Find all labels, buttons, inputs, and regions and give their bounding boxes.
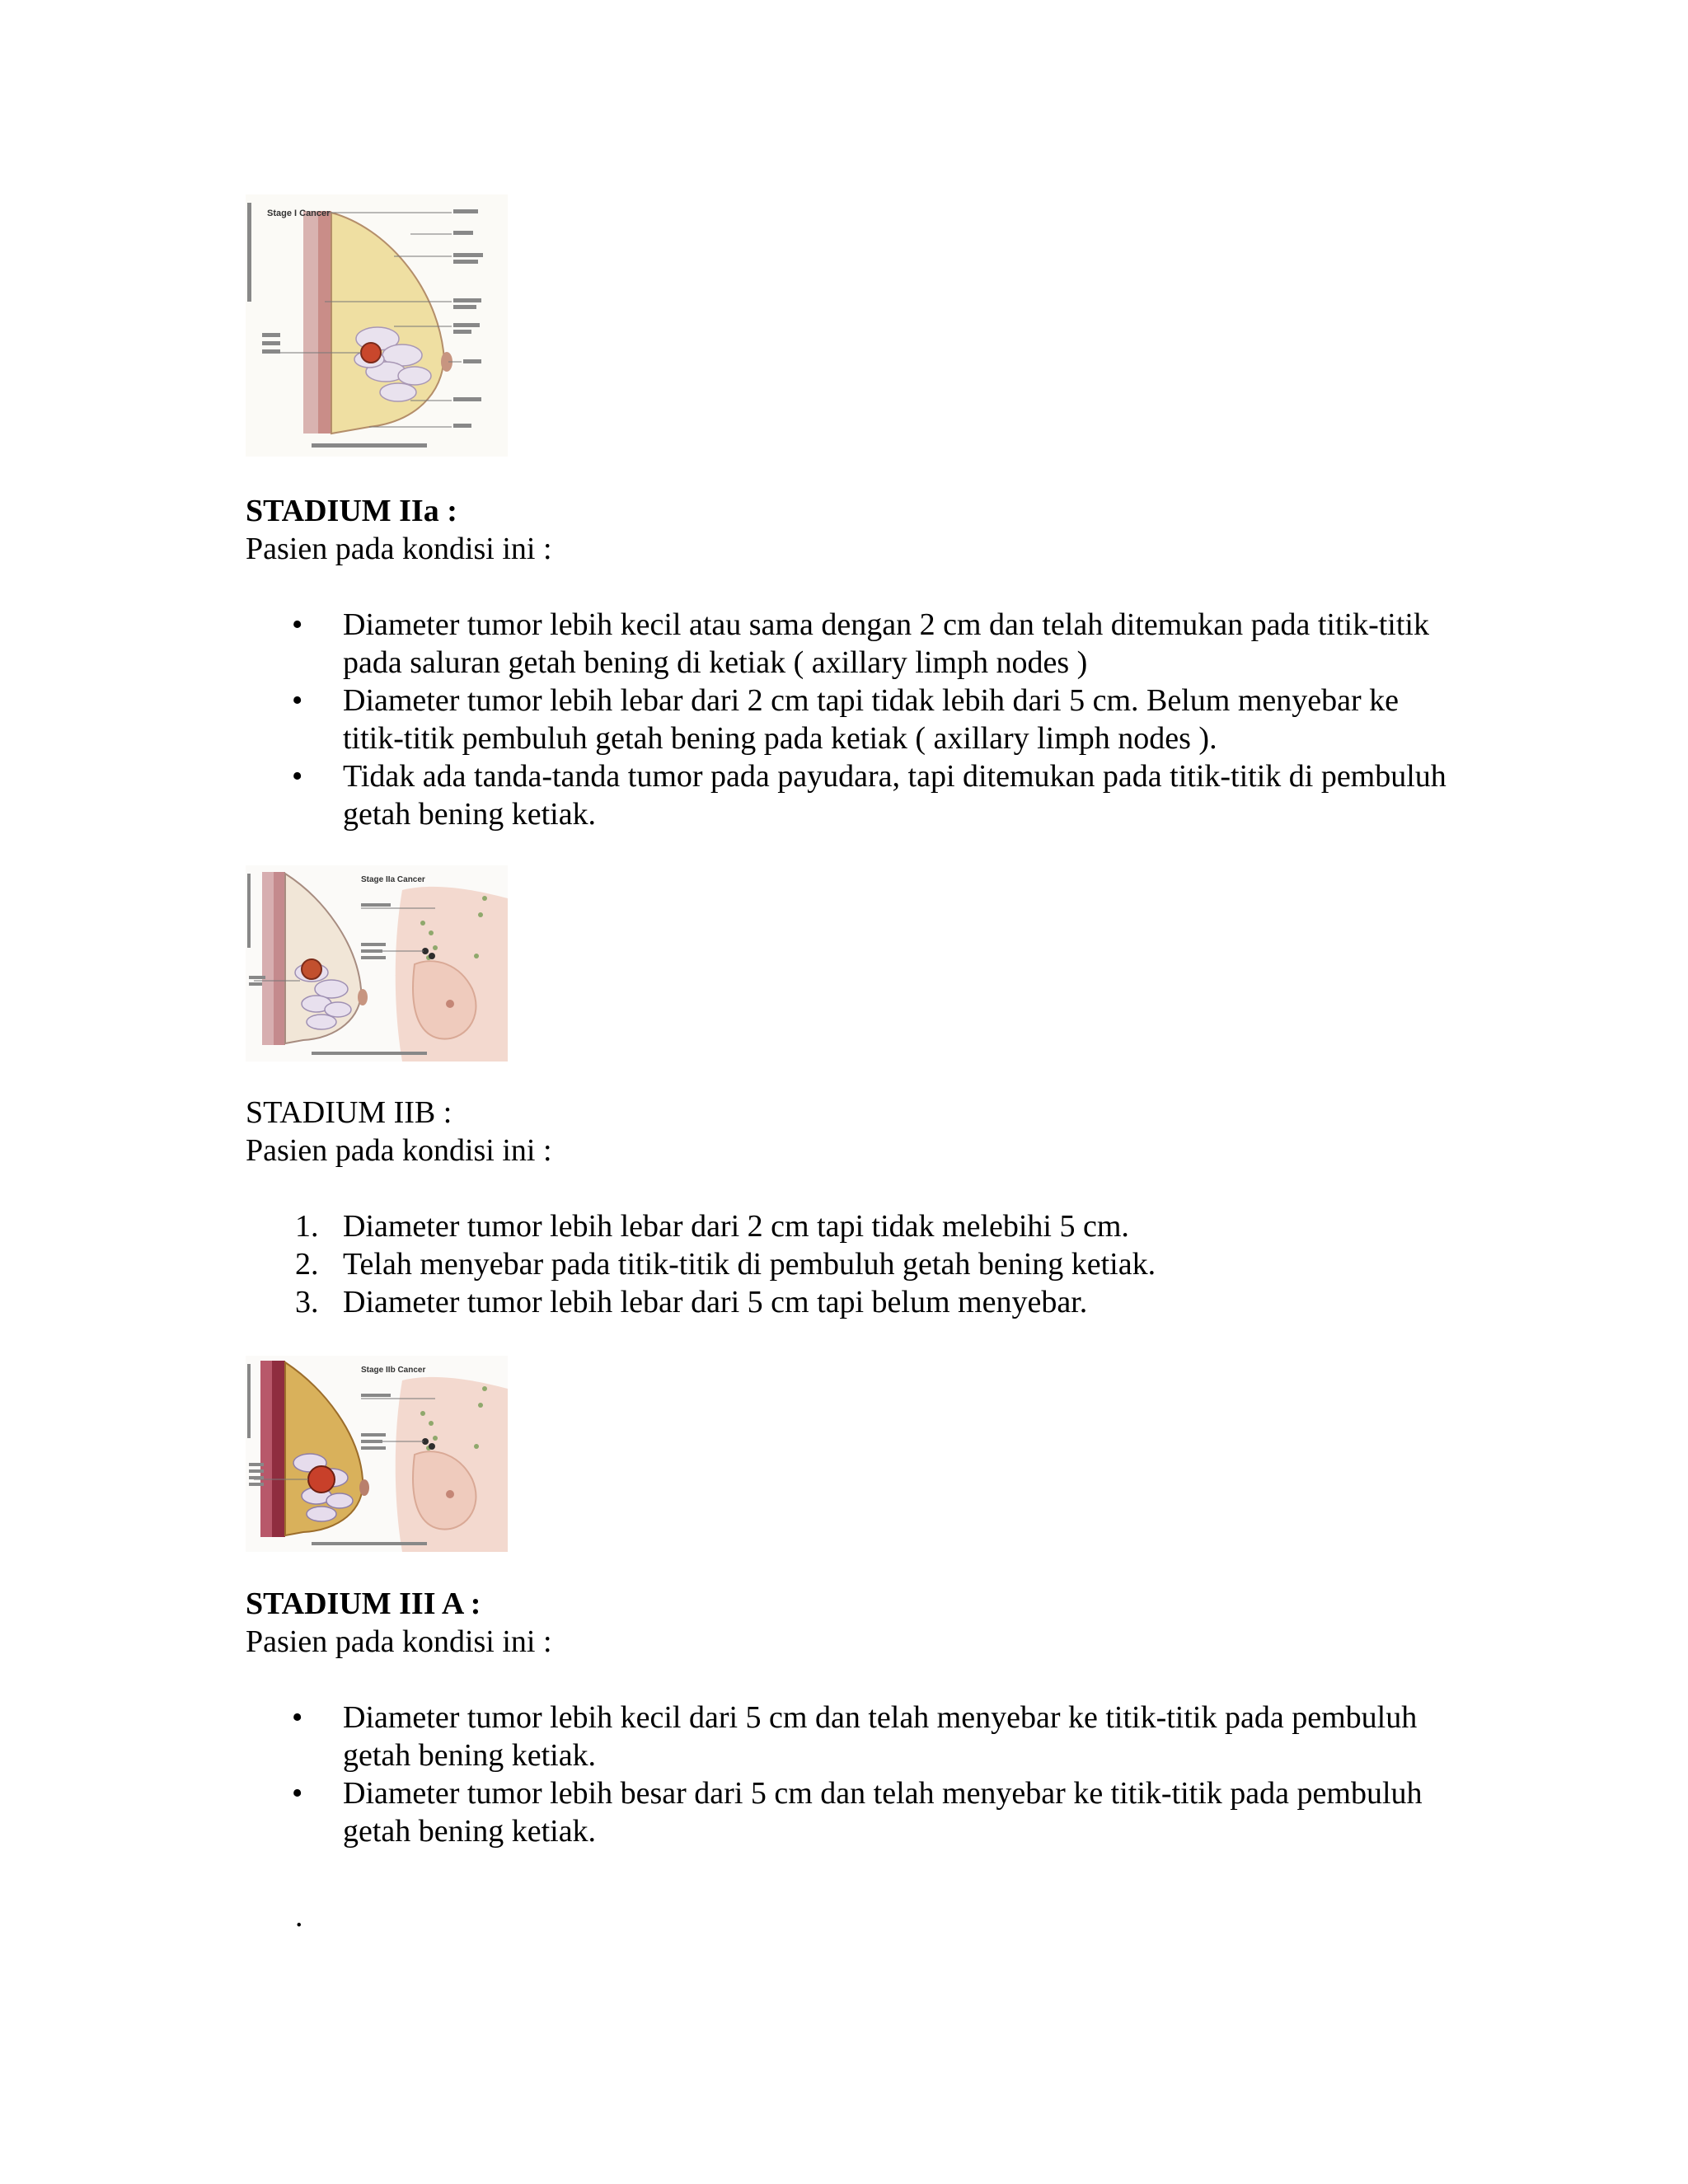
- number-marker: 2.: [295, 1247, 319, 1282]
- stage-iib-diagram: [246, 1356, 508, 1552]
- list-item-text: Diameter tumor lebih lebar dari 2 cm tapi tidak melebihi 5 cm.: [343, 1209, 1129, 1244]
- stadium-iiia-heading: STADIUM III A :: [246, 1586, 481, 1621]
- bullet-marker: •: [292, 759, 303, 794]
- bullet-marker: •: [292, 607, 303, 642]
- stadium-iiia-list: [246, 1699, 1449, 1850]
- stadium-iib-list: [246, 1207, 1449, 1321]
- stage-iib-title: Stage IIb Cancer: [361, 1366, 426, 1375]
- bullet-marker: •: [292, 1700, 303, 1735]
- stage-i-illustration: [246, 194, 508, 457]
- stadium-iia-list: [246, 606, 1449, 833]
- list-item: [246, 1774, 1449, 1850]
- stage-iia-illustration: [246, 865, 508, 1062]
- list-item-text: Diameter tumor lebih lebar dari 5 cm tapi belum menyebar.: [343, 1285, 1088, 1319]
- list-item: [246, 1283, 1449, 1321]
- stadium-iia-heading: STADIUM IIa :: [246, 494, 457, 528]
- stage-iia-title: Stage IIa Cancer: [361, 875, 425, 884]
- stage-i-diagram: [246, 194, 508, 457]
- stadium-iia-intro: Pasien pada kondisi ini :: [246, 532, 552, 566]
- list-item: [246, 1699, 1449, 1774]
- list-item: [246, 1245, 1449, 1283]
- bullet-marker: •: [292, 1776, 303, 1811]
- number-marker: 1.: [295, 1209, 319, 1244]
- stadium-iiia-intro: Pasien pada kondisi ini :: [246, 1624, 552, 1659]
- stage-i-title: Stage I Cancer: [267, 209, 331, 218]
- stadium-iib-intro: Pasien pada kondisi ini :: [246, 1133, 552, 1168]
- list-item-text: Telah menyebar pada titik-titik di pembuluh getah bening ketiak.: [343, 1247, 1156, 1282]
- list-item-text: Tidak ada tanda-tanda tumor pada payudara, tapi ditemukan pada titik-titik di pembuluh getah bening ketiak.: [343, 759, 1447, 832]
- stage-iib-illustration: [246, 1356, 508, 1552]
- list-item-text: Diameter tumor lebih kecil dari 5 cm dan telah menyebar ke titik-titik pada pembuluh getah bening ketiak.: [343, 1700, 1418, 1773]
- list-item: [246, 1207, 1449, 1245]
- list-item-text: Diameter tumor lebih besar dari 5 cm dan telah menyebar ke titik-titik pada pembuluh getah bening ketiak.: [343, 1776, 1423, 1849]
- list-item: [246, 682, 1449, 757]
- stage-iia-diagram: [246, 865, 508, 1062]
- trailing-dot: .: [295, 1899, 303, 1933]
- number-marker: 3.: [295, 1285, 319, 1319]
- list-item-text: Diameter tumor lebih lebar dari 2 cm tapi tidak lebih dari 5 cm. Belum menyebar ke titik-titik pembuluh getah bening pada ketiak ( axillary limph nodes ).: [343, 683, 1400, 756]
- stadium-iib-heading: STADIUM IIB :: [246, 1095, 452, 1130]
- bullet-marker: •: [292, 683, 303, 718]
- list-item-text: Diameter tumor lebih kecil atau sama dengan 2 cm dan telah ditemukan pada titik-titik pada saluran getah bening di ketiak ( axillary limph nodes ): [343, 607, 1429, 680]
- list-item: [246, 757, 1449, 833]
- list-item: [246, 606, 1449, 682]
